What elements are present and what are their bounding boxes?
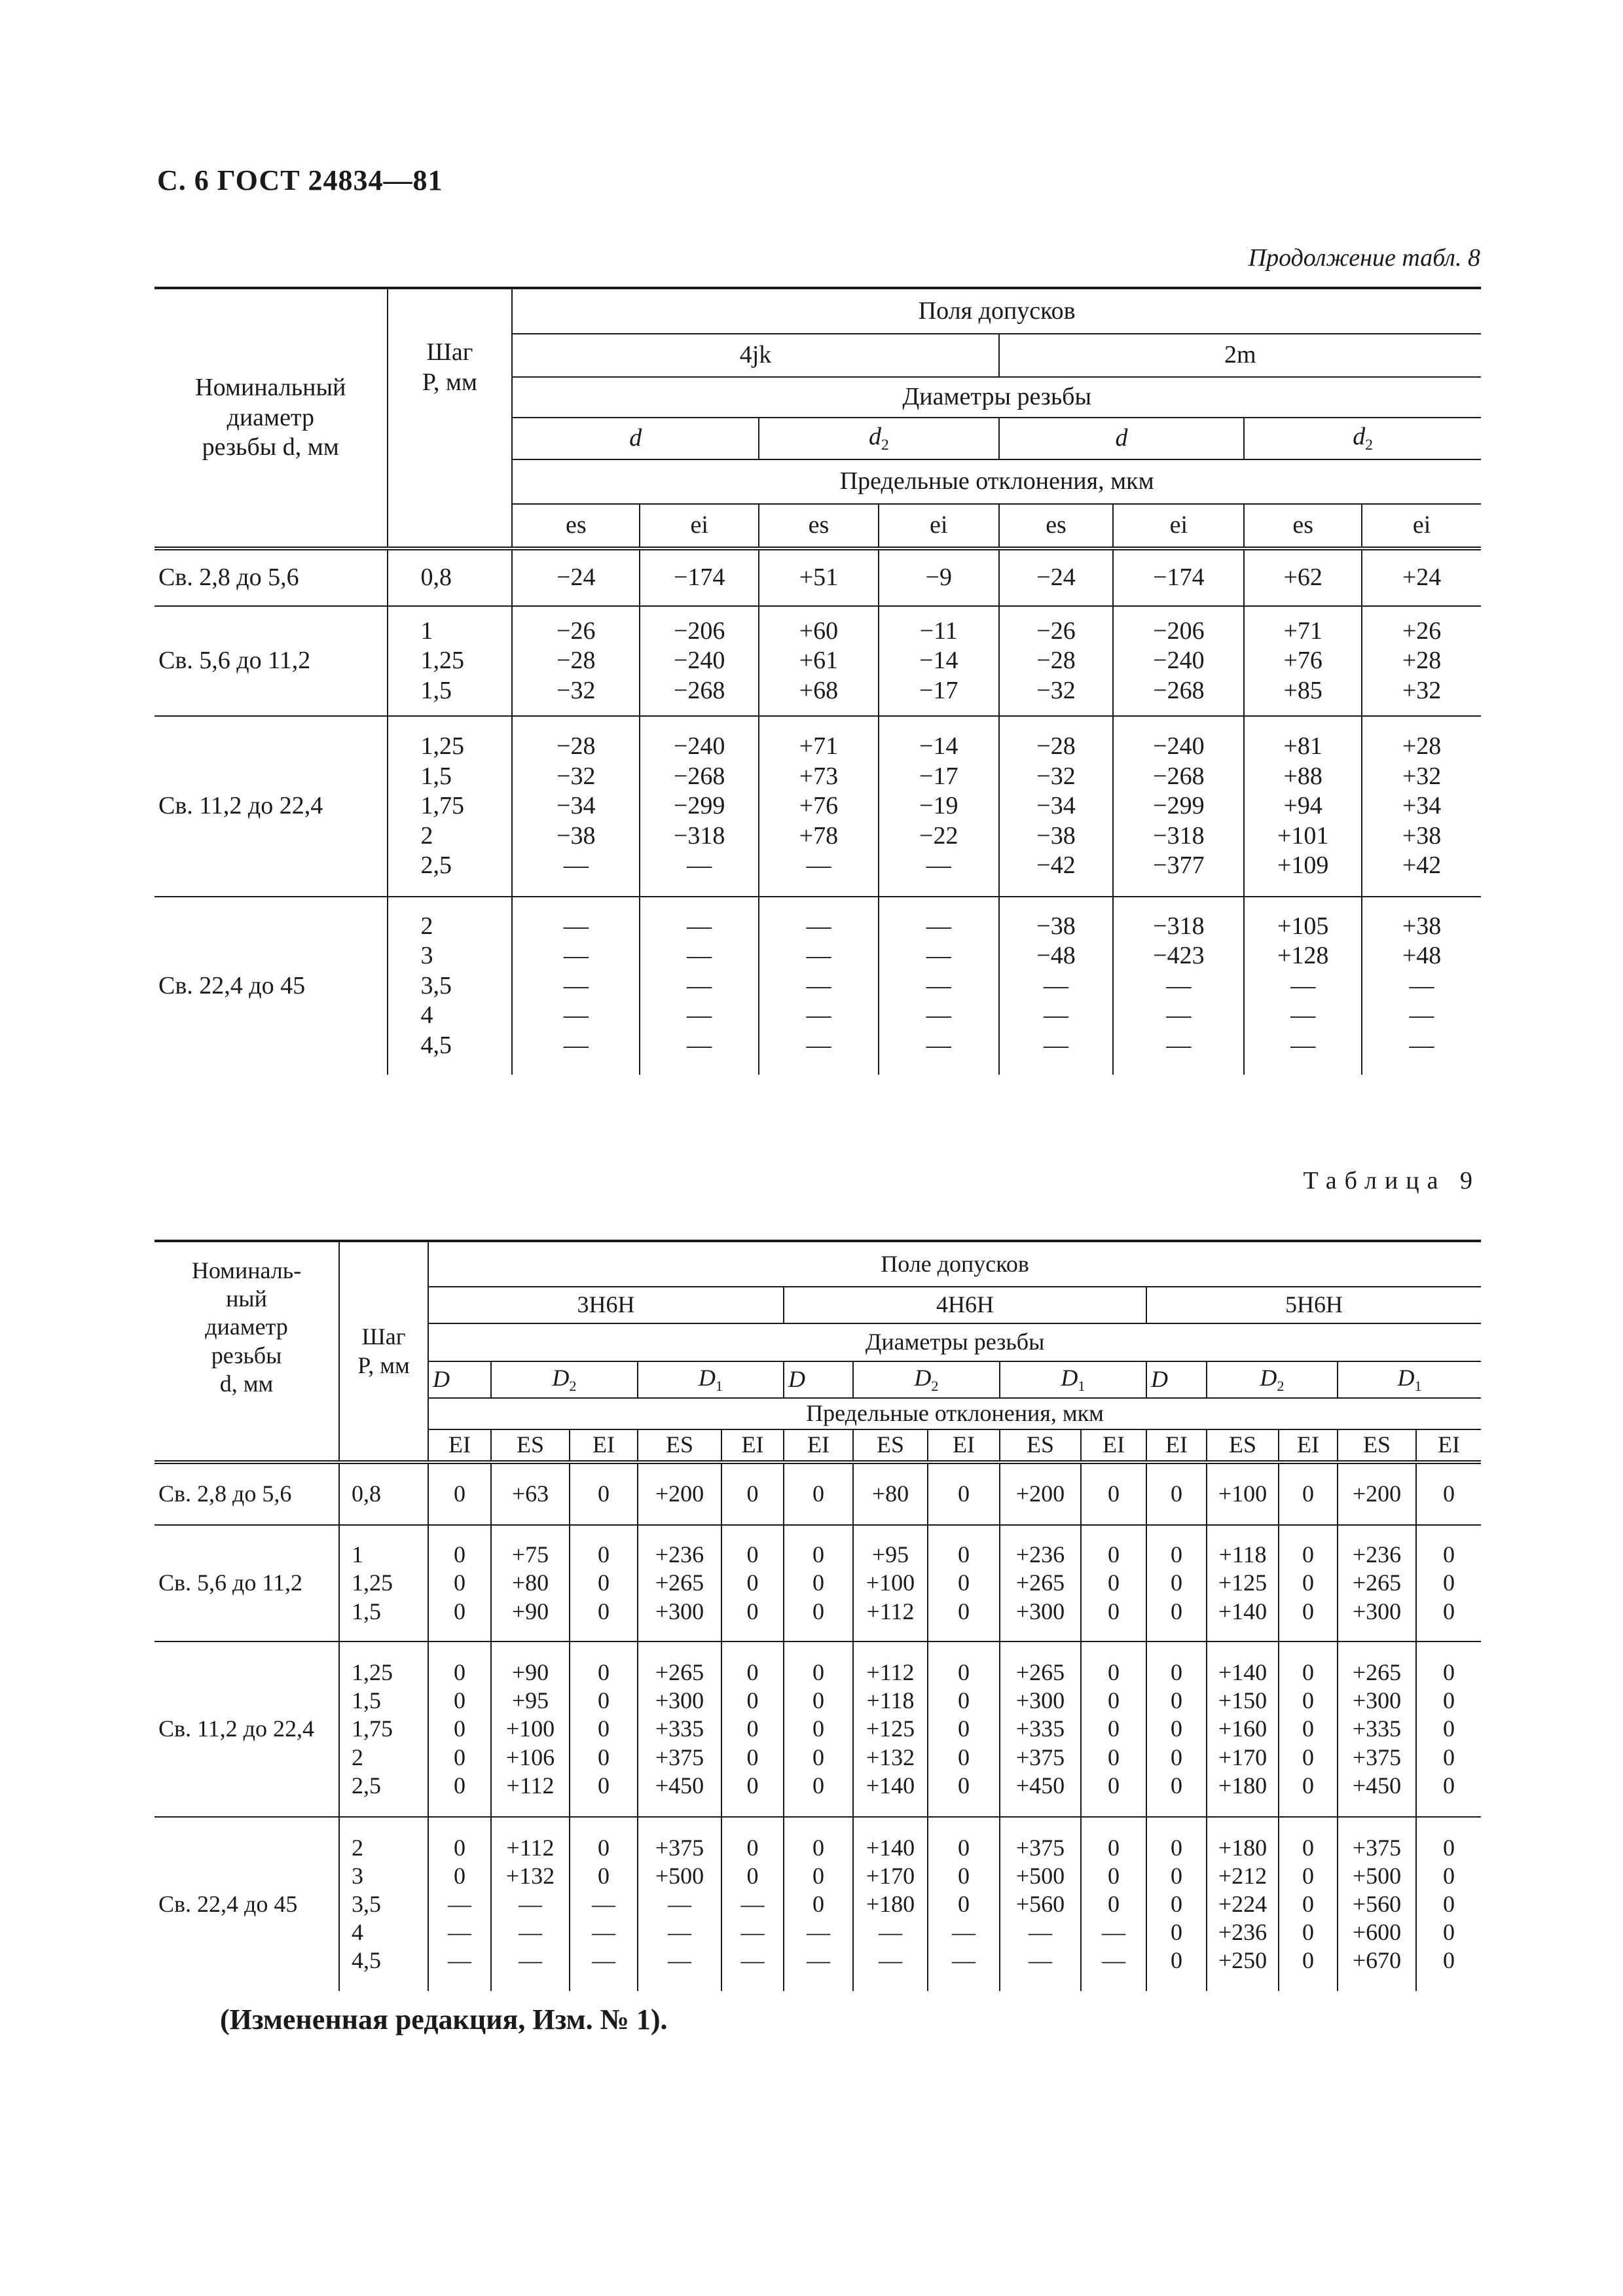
row-value: −240 −268 −299 −318 — <box>640 716 759 897</box>
row-value: 0 0 0 <box>721 1525 784 1641</box>
row-value: 0 0 0 <box>1146 1525 1207 1641</box>
row-diameter-range: Св. 5,6 до 11,2 <box>155 1525 339 1641</box>
row-value: +63 <box>491 1462 570 1525</box>
row-value: 0 0 0 0 0 <box>1081 1641 1146 1817</box>
header-thread-diameters: Диаметры резьбы <box>428 1323 1481 1361</box>
row-value: +265 +300 +335 +375 +450 <box>1338 1641 1416 1817</box>
row-value: +60 +61 +68 <box>759 606 879 716</box>
header-tolerance-field: Поле допусков <box>428 1241 1481 1287</box>
header-field-2m: 2m <box>999 334 1481 377</box>
row-value: — — — — — <box>759 897 879 1075</box>
table-row <box>155 1817 1481 1991</box>
table-row <box>155 1641 1481 1817</box>
table-9-caption: Таблица 9 <box>1303 1167 1480 1194</box>
row-value: 0 0 0 0 0 <box>1279 1641 1338 1817</box>
row-value: −174 <box>640 548 759 606</box>
row-value: 0 0 0 0 0 <box>1416 1817 1481 1991</box>
row-value: +38 +48 — — — <box>1362 897 1481 1075</box>
dev-col-header: EI <box>784 1429 853 1462</box>
header-diameter-D2: $D_2$ <box>491 1361 638 1398</box>
dev-col-header: ES <box>1207 1429 1279 1462</box>
row-value: 0 0 0 — — <box>784 1817 853 1991</box>
row-steps: 2 3 3,5 4 4,5 <box>388 897 513 1075</box>
header-tolerance-fields: Поля допусков <box>512 288 1481 334</box>
row-value: +80 <box>853 1462 928 1525</box>
row-value: 0 <box>784 1462 853 1525</box>
dev-col-header: EI <box>1416 1429 1481 1462</box>
dev-col-header: ES <box>853 1429 928 1462</box>
row-steps: 1,25 1,5 1,75 2 2,5 <box>388 716 513 897</box>
row-value: 0 0 0 0 0 <box>570 1641 638 1817</box>
header-field-3h6h: 3H6H <box>428 1287 784 1323</box>
header-diameter-D1: $D_1$ <box>638 1361 784 1398</box>
table-row <box>155 1525 1481 1641</box>
row-diameter-range: Св. 2,8 до 5,6 <box>155 1462 339 1525</box>
row-value: +375 +500 +560 +600 +670 <box>1338 1817 1416 1991</box>
header-limit-deviations: Предельные отклонения, мкм <box>428 1398 1481 1429</box>
row-value: 0 0 — — — <box>428 1817 491 1991</box>
row-value: +140 +170 +180 — — <box>853 1817 928 1991</box>
header-diameter-d2: $d_2$ <box>1244 418 1481 459</box>
header-diameter-d2: $d_2$ <box>759 418 999 459</box>
row-value: −26 −28 −32 <box>999 606 1114 716</box>
row-value: +90 +95 +100 +106 +112 <box>491 1641 570 1817</box>
header-field-4h6h: 4H6H <box>784 1287 1146 1323</box>
row-value: +180 +212 +224 +236 +250 <box>1207 1817 1279 1991</box>
table-row <box>155 897 1481 1075</box>
dev-col-header: EI <box>928 1429 1000 1462</box>
row-value: +265 +300 +335 +375 +450 <box>1000 1641 1081 1817</box>
row-value: −38 −48 — — — <box>999 897 1114 1075</box>
table-row <box>155 716 1481 897</box>
row-value: +62 <box>1244 548 1362 606</box>
row-value: −9 <box>879 548 999 606</box>
row-diameter-range: Св. 22,4 до 45 <box>158 971 306 999</box>
row-steps: 2 3 3,5 4 4,5 <box>339 1817 428 1991</box>
row-value: +200 <box>638 1462 721 1525</box>
dev-col-header: EI <box>428 1429 491 1462</box>
row-value: +200 <box>1000 1462 1081 1525</box>
header-step: Шаг P, мм <box>339 1241 428 1462</box>
row-value: 0 0 0 0 0 <box>1416 1641 1481 1817</box>
header-diameter-D1: $D_1$ <box>1338 1361 1481 1398</box>
row-value: 0 0 0 — — <box>1081 1817 1146 1991</box>
row-value: 0 0 — — — <box>570 1817 638 1991</box>
row-value: 0 0 0 <box>1416 1525 1481 1641</box>
dev-col-header: es <box>759 504 879 548</box>
table-8 <box>155 287 1481 1075</box>
row-steps: 0,8 <box>339 1462 428 1525</box>
row-value: 0 0 0 0 0 <box>784 1641 853 1817</box>
row-value: 0 <box>1279 1462 1338 1525</box>
row-value: +118 +125 +140 <box>1207 1525 1279 1641</box>
header-diameter-D2: $D_2$ <box>1207 1361 1338 1398</box>
header-diameter-D: D <box>784 1361 853 1398</box>
dev-col-header: es <box>1244 504 1362 548</box>
row-value: −26 −28 −32 <box>512 606 640 716</box>
dev-col-header: ES <box>491 1429 570 1462</box>
row-value: −174 <box>1113 548 1244 606</box>
row-value: +105 +128 — — — <box>1244 897 1362 1075</box>
row-value: 0 <box>1146 1462 1207 1525</box>
dev-col-header: EI <box>721 1429 784 1462</box>
table-continuation-caption: Продолжение табл. 8 <box>1248 244 1480 272</box>
row-value: +28 +32 +34 +38 +42 <box>1362 716 1481 897</box>
dev-col-header: ei <box>1113 504 1244 548</box>
row-steps: 1,25 1,5 1,75 2 2,5 <box>339 1641 428 1817</box>
row-value: +71 +73 +76 +78 — <box>759 716 879 897</box>
row-value: −24 <box>999 548 1114 606</box>
dev-col-header: ES <box>1338 1429 1416 1462</box>
table-row <box>155 1462 1481 1525</box>
row-steps: 1 1,25 1,5 <box>388 606 513 716</box>
row-value: 0 <box>1416 1462 1481 1525</box>
row-value: 0 0 0 0 0 <box>1279 1817 1338 1991</box>
row-value: 0 0 0 0 0 <box>721 1641 784 1817</box>
row-value: −11 −14 −17 <box>879 606 999 716</box>
row-value: +24 <box>1362 548 1481 606</box>
row-value: 0 <box>428 1462 491 1525</box>
row-value: 0 0 0 <box>428 1525 491 1641</box>
row-value: 0 0 0 0 0 <box>928 1641 1000 1817</box>
row-value: 0 <box>570 1462 638 1525</box>
row-value: +95 +100 +112 <box>853 1525 928 1641</box>
row-value: +81 +88 +94 +101 +109 <box>1244 716 1362 897</box>
header-diameter-d: d <box>512 418 759 459</box>
row-value: +236 +265 +300 <box>1000 1525 1081 1641</box>
row-value: +51 <box>759 548 879 606</box>
row-value: 0 0 0 0 0 <box>1146 1817 1207 1991</box>
dev-col-header: ES <box>1000 1429 1081 1462</box>
amendment-note: (Измененная редакция, Изм. № 1). <box>220 2003 668 2036</box>
row-diameter-range: Св. 22,4 до 45 <box>158 1890 298 1917</box>
row-diameter-range: Св. 11,2 до 22,4 <box>155 716 388 897</box>
row-steps: 0,8 <box>388 548 513 606</box>
header-diameter-D1: $D_1$ <box>1000 1361 1146 1398</box>
row-value: −28 −32 −34 −38 — <box>512 716 640 897</box>
header-diameter-D: D <box>428 1361 491 1398</box>
header-limit-deviations: Предельные отклонения, мкм <box>512 459 1481 504</box>
row-value: — — — — — <box>640 897 759 1075</box>
row-value: −24 <box>512 548 640 606</box>
dev-col-header: EI <box>1279 1429 1338 1462</box>
row-value: 0 0 0 0 0 <box>1146 1641 1207 1817</box>
row-diameter-range: Св. 5,6 до 11,2 <box>155 606 388 716</box>
row-diameter-range: Св. 2,8 до 5,6 <box>155 548 388 606</box>
row-value: 0 0 0 <box>928 1525 1000 1641</box>
row-value: +375 +500 +560 — — <box>1000 1817 1081 1991</box>
row-value: +75 +80 +90 <box>491 1525 570 1641</box>
row-value: −28 −32 −34 −38 −42 <box>999 716 1114 897</box>
dev-col-header: es <box>999 504 1114 548</box>
row-value: −318 −423 — — — <box>1113 897 1244 1075</box>
dev-col-header: ei <box>879 504 999 548</box>
row-value: 0 0 0 <box>784 1525 853 1641</box>
row-value: +100 <box>1207 1462 1279 1525</box>
row-value: 0 <box>1081 1462 1146 1525</box>
header-step: Шаг P, мм <box>388 288 513 504</box>
header-field-5h6h: 5H6H <box>1146 1287 1481 1323</box>
row-value: 0 <box>928 1462 1000 1525</box>
row-value: +140 +150 +160 +170 +180 <box>1207 1641 1279 1817</box>
row-steps: 1 1,25 1,5 <box>339 1525 428 1641</box>
row-value: +236 +265 +300 <box>1338 1525 1416 1641</box>
row-value: 0 0 0 <box>1279 1525 1338 1641</box>
row-value: +265 +300 +335 +375 +450 <box>638 1641 721 1817</box>
dev-col-header: ei <box>1362 504 1481 548</box>
header-field-4jk: 4jk <box>512 334 998 377</box>
dev-col-header: ei <box>640 504 759 548</box>
table-9 <box>155 1240 1481 1991</box>
dev-col-header: EI <box>1146 1429 1207 1462</box>
row-value: −240 −268 −299 −318 −377 <box>1113 716 1244 897</box>
header-diameter-D: D <box>1146 1361 1207 1398</box>
row-diameter-range: Св. 11,2 до 22,4 <box>155 1641 339 1817</box>
header-thread-diameters: Диаметры резьбы <box>512 377 1481 418</box>
row-value: +236 +265 +300 <box>638 1525 721 1641</box>
row-value: +375 +500 — — — <box>638 1817 721 1991</box>
dev-col-header: ES <box>638 1429 721 1462</box>
dev-col-header: es <box>512 504 640 548</box>
row-value: 0 0 0 0 0 <box>428 1641 491 1817</box>
row-value: −206 −240 −268 <box>640 606 759 716</box>
row-value: 0 0 0 <box>1081 1525 1146 1641</box>
row-value: +71 +76 +85 <box>1244 606 1362 716</box>
row-value: +26 +28 +32 <box>1362 606 1481 716</box>
row-value: — — — — — <box>879 897 999 1075</box>
table-row <box>155 606 1481 716</box>
header-step-continued <box>388 504 513 548</box>
header-nominal-diameter: Номиналь- ный диаметр резьбы d, мм <box>155 1241 339 1462</box>
row-value: — — — — — <box>512 897 640 1075</box>
header-diameter-D2: $D_2$ <box>853 1361 1000 1398</box>
row-value: +112 +118 +125 +132 +140 <box>853 1641 928 1817</box>
dev-col-header: EI <box>1081 1429 1146 1462</box>
row-value: 0 <box>721 1462 784 1525</box>
row-value: −206 −240 −268 <box>1113 606 1244 716</box>
row-value: 0 0 0 — — <box>928 1817 1000 1991</box>
dev-col-header: EI <box>570 1429 638 1462</box>
row-value: 0 0 — — — <box>721 1817 784 1991</box>
header-nominal-diameter: Номинальный диаметр резьбы d, мм <box>155 288 388 548</box>
row-value: 0 0 0 <box>570 1525 638 1641</box>
header-diameter-d: d <box>999 418 1245 459</box>
row-value: −14 −17 −19 −22 — <box>879 716 999 897</box>
table-row <box>155 548 1481 606</box>
page-header: С. 6 ГОСТ 24834—81 <box>157 164 443 196</box>
row-value: +112 +132 — — — <box>491 1817 570 1991</box>
row-value: +200 <box>1338 1462 1416 1525</box>
